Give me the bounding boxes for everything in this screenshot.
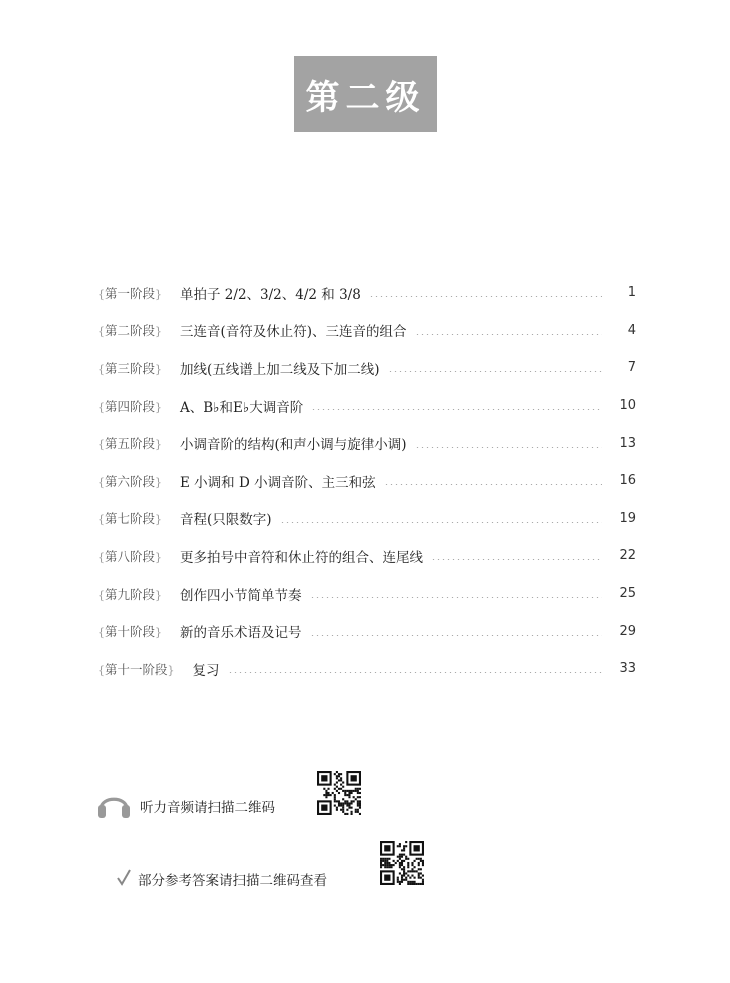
leader-dots bbox=[388, 371, 602, 372]
toc-row[interactable]: {第六阶段} E 小调和 D 小调音阶、主三和弦 16 bbox=[98, 462, 636, 500]
leader-dots bbox=[228, 672, 602, 673]
leader-dots bbox=[431, 559, 602, 560]
toc-stage: 第九阶段 bbox=[105, 586, 156, 602]
toc-stage: 第八阶段 bbox=[105, 548, 156, 564]
leader-dots bbox=[384, 484, 602, 485]
toc-title: E 小调和 D 小调音阶、主三和弦 bbox=[180, 474, 376, 491]
toc-stage: 第四阶段 bbox=[105, 398, 156, 414]
toc-row[interactable]: {第四阶段} A、B♭和E♭大调音阶 10 bbox=[98, 387, 636, 425]
toc-title: A、B♭和E♭大调音阶 bbox=[180, 399, 304, 416]
toc-page-number: 29 bbox=[619, 623, 636, 639]
toc-page-number: 19 bbox=[619, 510, 636, 526]
toc-page-number: 33 bbox=[619, 661, 636, 677]
toc-page-number: 13 bbox=[619, 435, 636, 451]
toc-title: 音程(只限数字) bbox=[180, 512, 272, 529]
toc-stage: 第一阶段 bbox=[105, 285, 156, 301]
toc-row[interactable]: {第八阶段} 更多拍号中音符和休止符的组合、连尾线 22 bbox=[98, 537, 636, 575]
toc-stage: 第五阶段 bbox=[105, 436, 156, 452]
toc-stage: 第七阶段 bbox=[105, 511, 156, 527]
answer-qr-code[interactable] bbox=[380, 841, 424, 885]
leader-dots bbox=[310, 635, 602, 636]
leader-dots bbox=[415, 447, 602, 448]
leader-dots bbox=[311, 409, 602, 410]
chapter-title: 第二级 bbox=[305, 77, 426, 118]
toc-stage: 第十一阶段 bbox=[105, 661, 168, 677]
toc-row[interactable]: {第一阶段} 单拍子 2/2、3/2、4/2 和 3/8 1 bbox=[98, 274, 636, 312]
leader-dots bbox=[369, 296, 602, 297]
checkmark-icon bbox=[116, 868, 132, 890]
toc-stage: 第十阶段 bbox=[105, 624, 156, 640]
toc-stage: 第三阶段 bbox=[105, 360, 156, 376]
toc-row[interactable]: {第十一阶段} 复习 33 bbox=[98, 650, 636, 688]
headphones-icon bbox=[96, 787, 132, 825]
toc-stage: 第六阶段 bbox=[105, 473, 156, 489]
toc-page-number: 4 bbox=[627, 322, 636, 338]
toc-title: 创作四小节简单节奏 bbox=[180, 587, 302, 604]
toc-row[interactable]: {第七阶段} 音程(只限数字) 19 bbox=[98, 500, 636, 538]
toc-row[interactable]: {第三阶段} 加线(五线谱上加二线及下加二线) 7 bbox=[98, 349, 636, 387]
table-of-contents bbox=[98, 274, 636, 688]
answer-instruction: 部分参考答案请扫描二维码查看 bbox=[138, 873, 327, 889]
audio-instruction: 听力音频请扫描二维码 bbox=[140, 800, 275, 816]
toc-stage: 第二阶段 bbox=[105, 323, 156, 339]
toc-title: 新的音乐术语及记号 bbox=[180, 625, 302, 642]
toc-title: 单拍子 2/2、3/2、4/2 和 3/8 bbox=[180, 286, 361, 303]
toc-title: 复习 bbox=[192, 662, 220, 679]
audio-note bbox=[96, 787, 275, 825]
toc-page-number: 1 bbox=[627, 285, 636, 301]
toc-page-number: 7 bbox=[627, 360, 636, 376]
leader-dots bbox=[310, 597, 602, 598]
toc-page-number: 16 bbox=[619, 473, 636, 489]
toc-row[interactable]: {第二阶段} 三连音(音符及休止符)、三连音的组合 4 bbox=[98, 312, 636, 350]
toc-row[interactable]: {第十阶段} 新的音乐术语及记号 29 bbox=[98, 612, 636, 650]
toc-row[interactable]: {第五阶段} 小调音阶的结构(和声小调与旋律小调) 13 bbox=[98, 424, 636, 462]
toc-title: 小调音阶的结构(和声小调与旋律小调) bbox=[180, 437, 407, 454]
toc-row[interactable]: {第九阶段} 创作四小节简单节奏 25 bbox=[98, 575, 636, 613]
toc-page-number: 25 bbox=[619, 586, 636, 602]
audio-qr-code[interactable] bbox=[317, 771, 361, 815]
leader-dots bbox=[280, 522, 602, 523]
leader-dots bbox=[415, 334, 602, 335]
toc-title: 三连音(音符及休止符)、三连音的组合 bbox=[180, 324, 407, 341]
toc-page-number: 10 bbox=[619, 398, 636, 414]
toc-title: 加线(五线谱上加二线及下加二线) bbox=[180, 361, 380, 378]
chapter-title-banner bbox=[294, 56, 437, 132]
answer-note bbox=[116, 868, 327, 890]
toc-title: 更多拍号中音符和休止符的组合、连尾线 bbox=[180, 549, 424, 566]
toc-page-number: 22 bbox=[619, 548, 636, 564]
